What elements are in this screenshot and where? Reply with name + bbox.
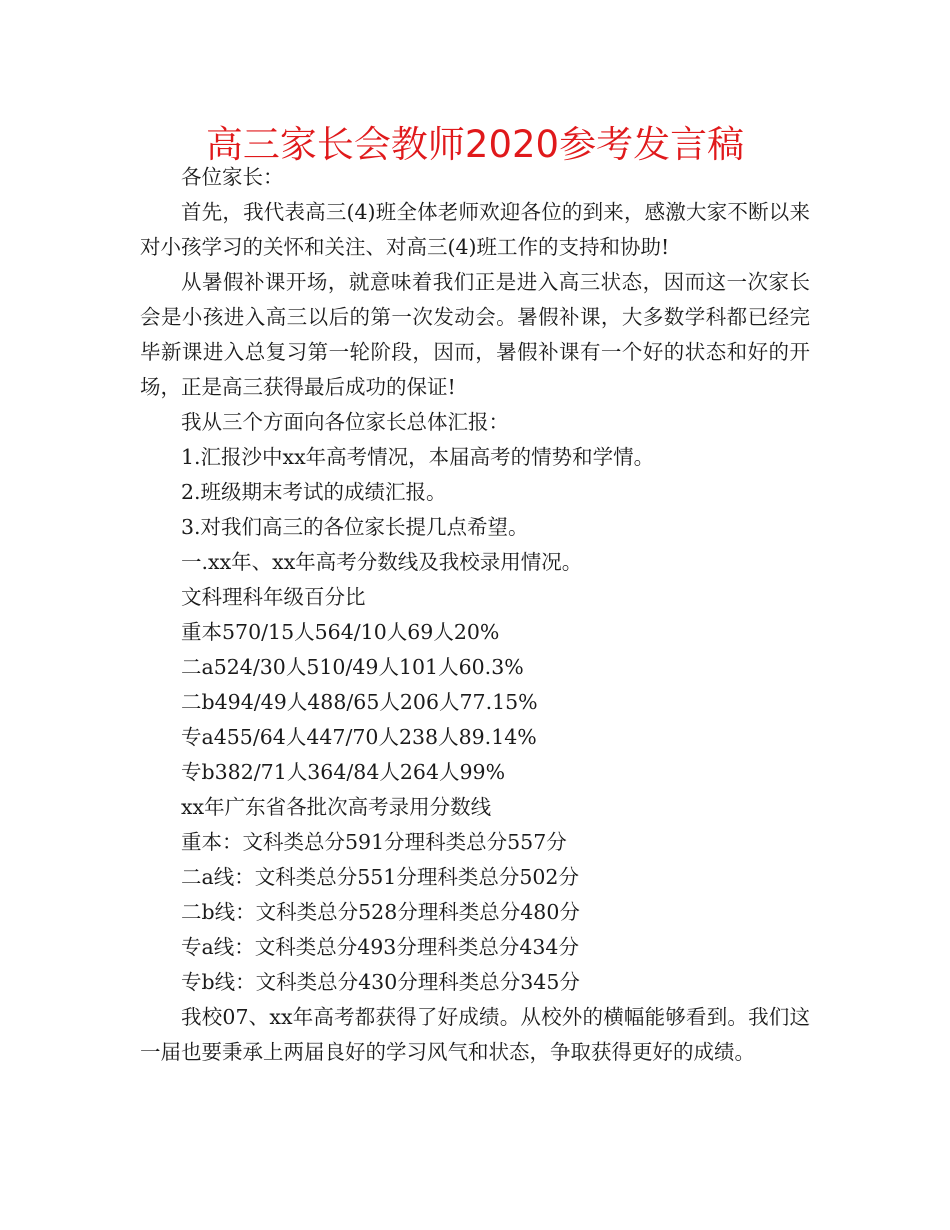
score-row-zhuan-a: 专a455/64人447/70人238人89.14% [181,725,537,749]
paragraph-report-intro: 我从三个方面向各位家长总体汇报： [181,410,509,434]
document-title: 高三家长会教师2020参考发言稿 [205,123,745,166]
section-heading-1: 一.xx年、xx年高考分数线及我校录用情况。 [181,550,583,574]
cutoff-zhongben: 重本：文科类总分591分理科类总分557分 [181,830,567,854]
cutoff-zhuan-a: 专a线：文科类总分493分理科类总分434分 [181,935,579,959]
score-row-zhuan-b: 专b382/71人364/84人264人99% [181,760,506,784]
score-row-er-b: 二b494/49人488/65人206人77.15% [181,690,538,714]
score-row-er-a: 二a524/30人510/49人101人60.3% [181,655,524,679]
score-row-zhongben: 重本570/15人564/10人69人20% [181,620,500,644]
list-item-2: 2.班级期末考试的成绩汇报。 [181,480,447,504]
cutoff-zhuan-b: 专b线：文科类总分430分理科类总分345分 [181,970,580,994]
document-body [140,160,810,1070]
paragraph-school-results: 我校07、xx年高考都获得了好成绩。从校外的横幅能够看到。我们这一届也要秉承上两届良好的学习风气和状态，争取获得更好的成绩。 [140,1005,810,1064]
list-item-1: 1.汇报沙中xx年高考情况，本届高考的情势和学情。 [181,445,655,469]
cutoff-er-b: 二b线：文科类总分528分理科类总分480分 [181,900,580,924]
list-item-3: 3.对我们高三的各位家长提几点希望。 [181,515,529,539]
cutoff-heading: xx年广东省各批次高考录用分数线 [181,795,492,819]
paragraph-welcome: 首先，我代表高三(4)班全体老师欢迎各位的到来，感激大家不断以来对小孩学习的关怀和关注、对高三(4)班工作的支持和协助! [140,200,810,259]
paragraph-salutation: 各位家长： [181,165,284,189]
cutoff-er-a: 二a线：文科类总分551分理科类总分502分 [181,865,579,889]
score-table-header: 文科理科年级百分比 [181,585,366,609]
paragraph-summer-class: 从暑假补课开场，就意味着我们正是进入高三状态，因而这一次家长会是小孩进入高三以后的第一次发动会。暑假补课，大多数学科都已经完毕新课进入总复习第一轮阶段，因而，暑假补课有一个好的状态和好的开场，正是高三获得最后成功的保证! [140,270,810,399]
